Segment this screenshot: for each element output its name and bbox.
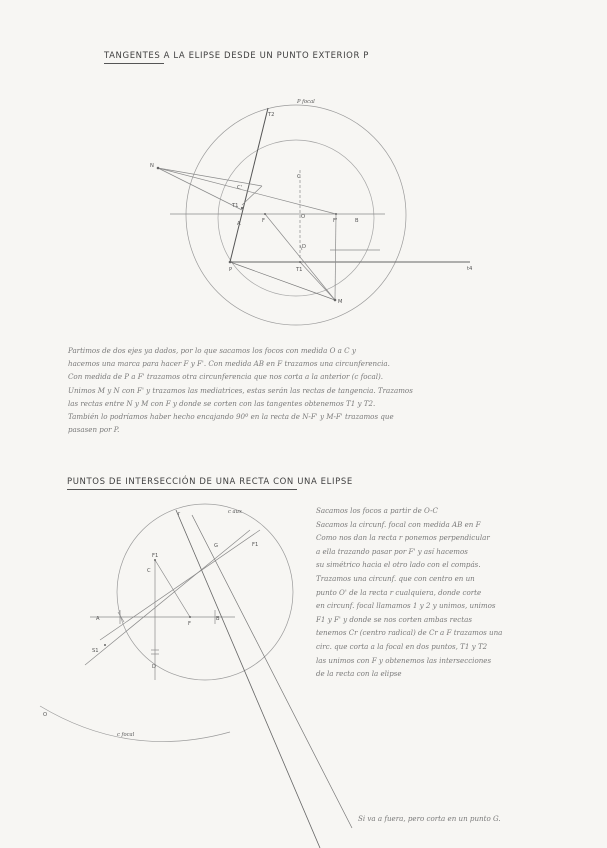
section2-title: PUNTOS DE INTERSECCIÓN DE UNA RECTA CON UNA ELIPSE (67, 477, 353, 487)
paragraph-line: a ella trazando pasar por F' y así hacemos (316, 546, 468, 556)
tangent-line-1 (230, 108, 268, 262)
label-d: D (152, 664, 156, 670)
c-to-t1 (242, 186, 262, 205)
line-radical (85, 530, 250, 665)
label-fprime: F' (333, 218, 338, 224)
section1-paragraph (68, 344, 413, 436)
label-f: F (262, 218, 265, 224)
label-cfocal: c focal (117, 732, 135, 738)
paragraph-line: punto O' de la recta r cualquiera, donde corte (316, 587, 482, 597)
label-c: C (297, 174, 301, 180)
n-to-c (158, 168, 262, 186)
label-t4: t4 (467, 266, 473, 272)
m-to-t4 (300, 262, 335, 300)
paragraph-line: tenemos Cr (centro radical) de Cr a F trazamos una (316, 628, 503, 638)
paragraph-line: Trazamos una circunf. que con centro en un (316, 573, 475, 583)
paragraph-line: Partimos de dos ejes ya dados, por lo que sacamos los focos con medida O a C y (68, 346, 356, 355)
paragraph-line: Como nos dan la recta r ponemos perpendicular (316, 533, 490, 543)
paragraph-line: las unimos con F y obtenemos las intersecciones (316, 655, 492, 665)
label-cprime: C' (237, 185, 243, 191)
paragraph-line: circ. que corta a la focal en dos puntos, T1 y T2 (316, 641, 488, 651)
paragraph-line: F1 y F' y donde se nos corten ambas rectas (316, 614, 472, 624)
focal-circle (186, 105, 406, 325)
label-pfocal: P focal (297, 99, 315, 105)
label-a: A (96, 616, 100, 622)
point-n (157, 167, 160, 170)
paragraph-line: hacemos una marca para hacer F y F'. Con medida AB en F trazamos una circunferencia. (68, 359, 390, 369)
point-s2-f (189, 616, 191, 618)
label-t2: T2 (268, 112, 275, 118)
paragraph-line: de la recta con la elipse (316, 669, 402, 679)
label-m: M (338, 299, 343, 305)
paragraph-line: Sacamos la circunf. focal con medida AB en F (316, 519, 481, 529)
point-t4 (299, 261, 301, 263)
point-s2-f1 (154, 559, 156, 561)
n-to-fprime (158, 168, 336, 214)
label-p: P (229, 267, 233, 273)
label-c: C (147, 568, 151, 574)
paragraph-line: Con medida de P a F' trazamos otra circunferencia que nos corta a la anterior (c focal). (68, 372, 384, 382)
label-n: N (150, 163, 154, 169)
label-s1: S1 (92, 648, 99, 654)
label-o: O (301, 214, 306, 220)
paragraph-line: su simétrico hacia el otro lado con el compás. (316, 560, 481, 570)
label-cax: c aux (228, 509, 242, 515)
section1-title: TANGENTES A LA ELIPSE DESDE UN PUNTO EXTERIOR P (104, 51, 369, 61)
aux-circle (117, 504, 293, 680)
label-b: B (355, 218, 359, 224)
label-t1: T1 (232, 203, 239, 209)
line-r-long (176, 510, 320, 848)
label-t1-bottom: T1 (296, 267, 303, 273)
label-f1-right: F1 (252, 542, 259, 548)
paragraph-line: Sacamos los focos a partir de O-C (316, 506, 438, 515)
m-to-fprime (335, 214, 336, 300)
focal-arc (40, 706, 230, 742)
paragraph-line: pasasen por P. (68, 425, 120, 435)
section2-title-underline (67, 489, 297, 490)
paragraph-line: las rectas entre N y M con F y donde se corten con las tangentes obtenemos T1 y T2. (68, 398, 376, 408)
point-f (264, 213, 266, 215)
label-b: B (216, 616, 220, 622)
n-to-t1 (158, 168, 242, 210)
section2-footnote: Si va a fuera, pero corta en un punto G. (358, 814, 501, 823)
label-f: F (188, 621, 191, 627)
label-f1: F1 (152, 553, 159, 559)
line-f1 (100, 530, 260, 640)
label-a: A (237, 221, 241, 227)
point-t1 (241, 207, 243, 209)
point-m (334, 299, 337, 302)
section2-paragraph (316, 504, 502, 681)
line-f1-f (155, 560, 190, 617)
label-r: r (178, 511, 181, 517)
label-g: G (214, 543, 219, 549)
paragraph-line: Unimos M y N con F' y trazamos las mediatrices, estas serán las rectas de tangencia. Trazamos (68, 385, 413, 395)
point-s2-s1 (104, 644, 106, 646)
paragraph-line: También lo podríamos haber hecho encajando 90º en la recta de N-F' y M-F' trazamos que (68, 412, 394, 422)
label-o: O (43, 712, 48, 718)
point-fprime (335, 213, 337, 215)
paragraph-line: en circunf. focal llamamos 1 y 2 y unimos, unimos (316, 601, 496, 611)
point-p (229, 261, 232, 264)
label-d: D (302, 244, 306, 250)
